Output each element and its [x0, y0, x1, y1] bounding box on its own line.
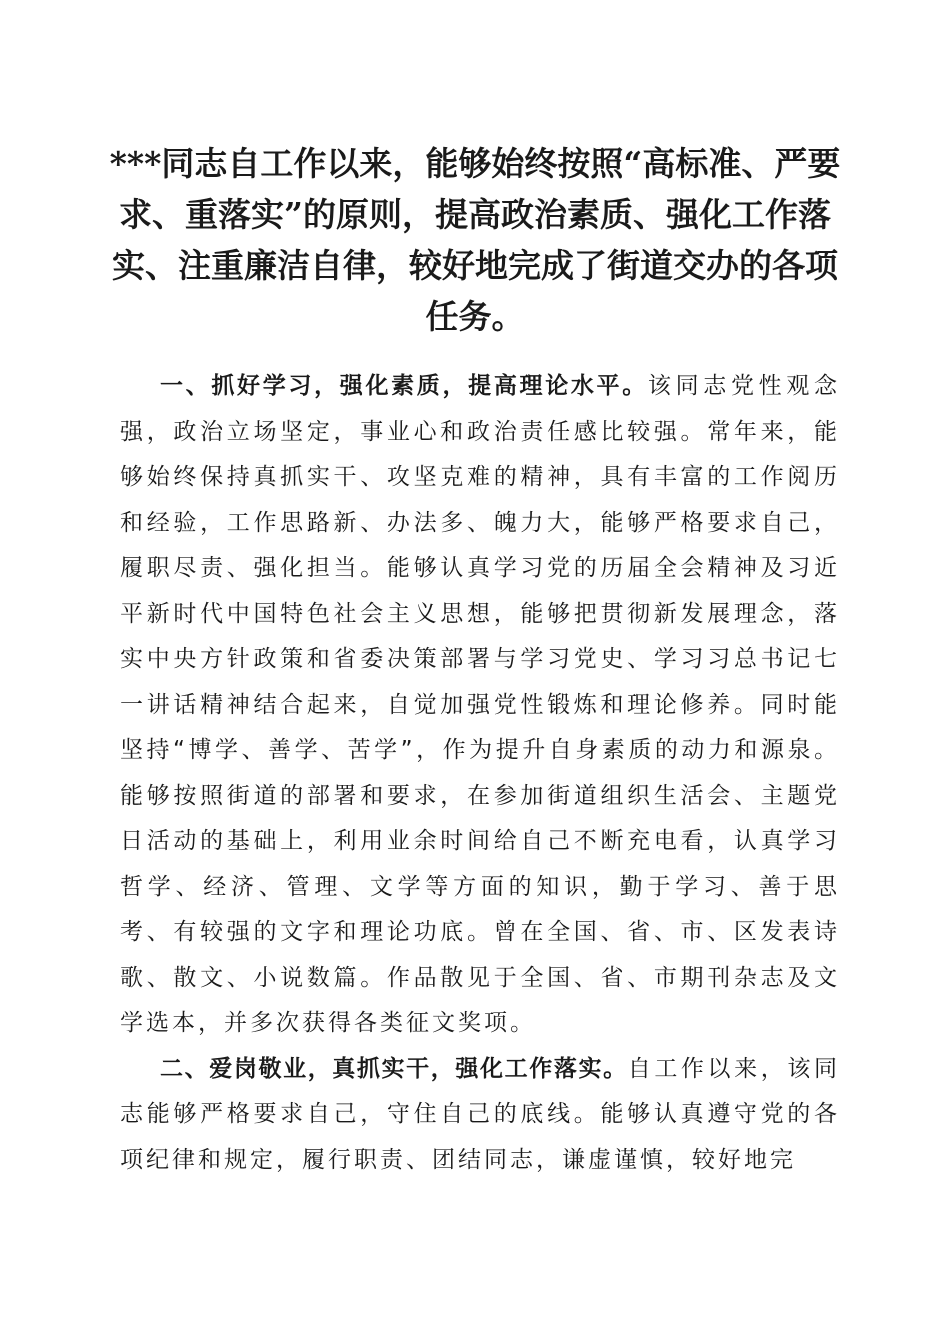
document-title: ***同志自工作以来，能够始终按照“高标准、严要求、重落实”的原则，提高政治素质、强化工作落实、注重廉洁自律，较好地完成了街道交办的各项任务。	[109, 144, 841, 336]
section-paragraph	[120, 1047, 840, 1184]
section-text: 该同志党性观念强，政治立场坚定，事业心和政治责任感比较强。常年来，能够始终保持真抓实干、攻坚克难的精神，具有丰富的工作阅历和经验，工作思路新、办法多、魄力大，能够严格要求自己，履职尽责、强化担当。能够认真学习党的历届全会精神及习近平新时代中国特色社会主义思想，能够把贯彻新发展理念，落实中央方针政策和省委决策部署与学习党史、学习习总书记七一讲话精神结合起来，自觉加强党性锻炼和理论修养。同时能坚持“博学、善学、苦学”，作为提升自身素质的动力和源泉。能够按照街道的部署和要求，在参加街道组织生活会、主题党日活动的基础上，利用业余时间给自己不断充电看，认真学习哲学、经济、管理、文学等方面的知识，勤于学习、善于思考、有较强的文字和理论功底。曾在全国、省、市、区发表诗歌、散文、小说数篇。作品散见于全国、省、市期刊杂志及文学选本，并多次获得各类征文奖项。	[120, 373, 841, 1036]
section-heading: 二、爱岗敬业，真抓实干，强化工作落实。	[160, 1055, 628, 1082]
section-paragraph	[120, 364, 840, 1047]
section-text: 自工作以来，该同志能够严格要求自己，守住自己的底线。能够认真遵守党的各项纪律和规定，履行职责、团结同志，谦虚谨慎，较好地完	[120, 1055, 841, 1173]
document-body	[120, 364, 840, 1183]
section-heading: 一、抓好学习，强化素质，提高理论水平。	[160, 373, 648, 399]
